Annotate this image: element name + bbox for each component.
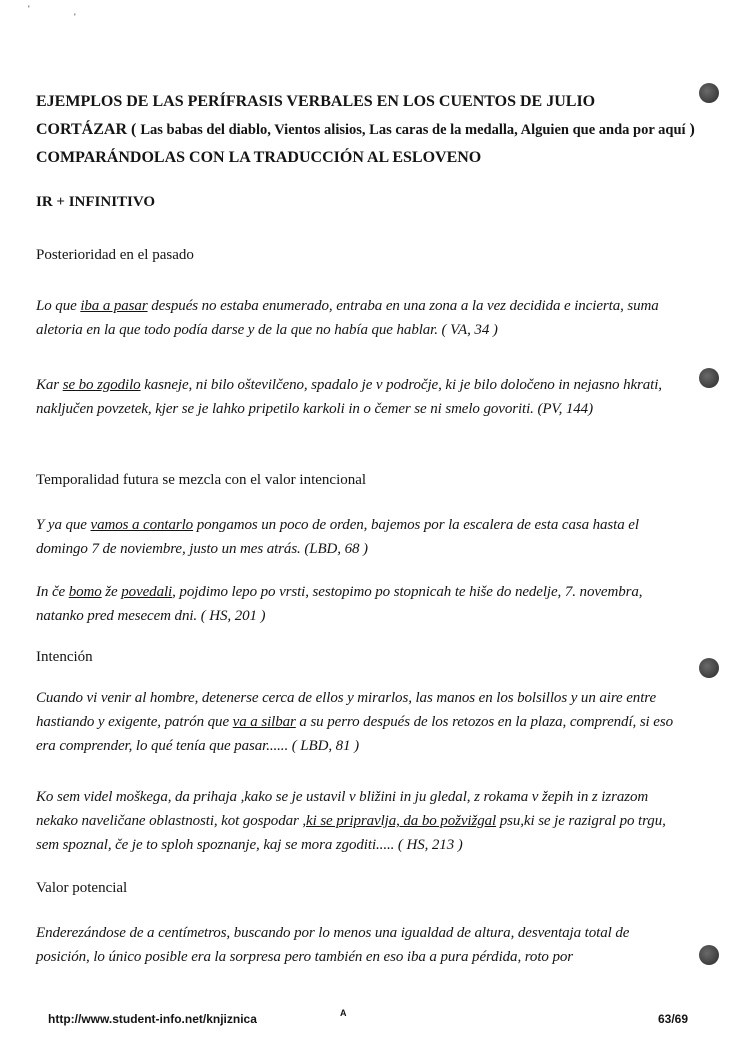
example-text: že bbox=[101, 584, 122, 600]
example-text: después no estaba enumerado, entraba en una zona a la vez decidida e incierta, suma aletoria en la que todo podía darse y de la que no había que hablar. ( VA, 34 ) bbox=[36, 298, 659, 338]
example-es bbox=[36, 294, 676, 342]
example-sl bbox=[36, 580, 676, 628]
example-text: In če bbox=[36, 584, 69, 600]
subsection-title: Intención bbox=[36, 649, 93, 665]
periphrasis-highlight: se bo zgodilo bbox=[62, 377, 141, 393]
example-es bbox=[36, 513, 676, 561]
example-sl bbox=[36, 785, 676, 857]
heading-line-2-end: ) COMPARÁNDOLAS CON LA TRADUCCIÓN AL ESLOVENO bbox=[36, 121, 695, 166]
example-text: Y ya que bbox=[36, 517, 91, 533]
periphrasis-highlight: ki se pripravlja, da bo požvižgal bbox=[306, 813, 497, 829]
example-es bbox=[36, 921, 676, 969]
example-text: Ko sem videl moškega, da prihaja ,kako se je ustavil v bližini in ju gledal, z rokama v žepih in z izrazom nekako naveličane oblastnosti, kot gospodar , bbox=[36, 789, 649, 829]
footer-mark: A bbox=[340, 1008, 347, 1018]
example-text: , pojdimo lepo po vrsti, sestopimo po stopnicah te hiše do nedelje, 7. novembra, natanko pred mesecem dni. ( HS, 201 ) bbox=[36, 584, 643, 624]
footer-url: http://www.student-info.net/knjiznica bbox=[48, 1012, 257, 1026]
binder-hole bbox=[699, 83, 719, 103]
binder-hole bbox=[699, 945, 719, 965]
subsection-title: Posterioridad en el pasado bbox=[36, 247, 194, 263]
periphrasis-highlight: iba a pasar bbox=[80, 298, 148, 314]
example-text: kasneje, ni bilo oštevilčeno, spadalo je v področje, ki je bilo določeno in nejasno hkrati, naključen povzetek, kjer se je lahko pripetilo karkoli in o čemer se ni smelo govoriti. (PV, 144) bbox=[36, 377, 662, 417]
scan-mark: ' bbox=[28, 4, 30, 14]
document-heading bbox=[36, 88, 696, 172]
section-title: IR + INFINITIVO bbox=[36, 194, 156, 210]
page-number: 63/69 bbox=[658, 1012, 689, 1026]
example-text: Enderezándose de a centímetros, buscando por lo menos una igualdad de altura, desventaja total de posición, lo único posible era la sorpresa pero también en eso iba a pura pérdida, roto por bbox=[36, 925, 630, 965]
example-text: a su perro después de los retozos en la plaza, comprendí, si eso era comprender, lo qué tenía que pasar...... ( LBD, 81 ) bbox=[36, 714, 673, 754]
subsection-title: Valor potencial bbox=[36, 880, 128, 896]
heading-works: Las babas del diablo, Vientos alisios, Las caras de la medalla, Alguien que anda por aquí bbox=[140, 122, 686, 138]
periphrasis-highlight: povedali bbox=[121, 584, 173, 600]
scan-mark: ' bbox=[74, 12, 76, 22]
example-text: psu,ki se je razigral po trgu, sem spoznal, če je to sploh spoznanje, kaj se mora zgoditi..... ( HS, 213 ) bbox=[36, 813, 666, 853]
heading-line-2-start: CORTÁZAR ( bbox=[36, 121, 141, 138]
binder-hole bbox=[699, 368, 719, 388]
example-text: Cuando vi venir al hombre, detenerse cerca de ellos y mirarlos, las manos en los bolsillos y un aire entre hastiando y exigente, patrón que bbox=[36, 690, 657, 730]
periphrasis-highlight: vamos a contarlo bbox=[90, 517, 194, 533]
example-text: Kar bbox=[36, 377, 63, 393]
periphrasis-highlight: va a silbar bbox=[232, 714, 296, 730]
periphrasis-highlight: bomo bbox=[68, 584, 102, 600]
heading-line-1: EJEMPLOS DE LAS PERÍFRASIS VERBALES EN LOS CUENTOS DE JULIO bbox=[36, 93, 596, 110]
example-es bbox=[36, 686, 676, 758]
example-text: pongamos un poco de orden, bajemos por la escalera de esta casa hasta el domingo 7 de noviembre, justo un mes atrás. (LBD, 68 ) bbox=[36, 517, 639, 557]
binder-hole bbox=[699, 658, 719, 678]
subsection-title: Temporalidad futura se mezcla con el valor intencional bbox=[36, 472, 367, 488]
example-sl bbox=[36, 373, 676, 421]
example-text: Lo que bbox=[36, 298, 81, 314]
